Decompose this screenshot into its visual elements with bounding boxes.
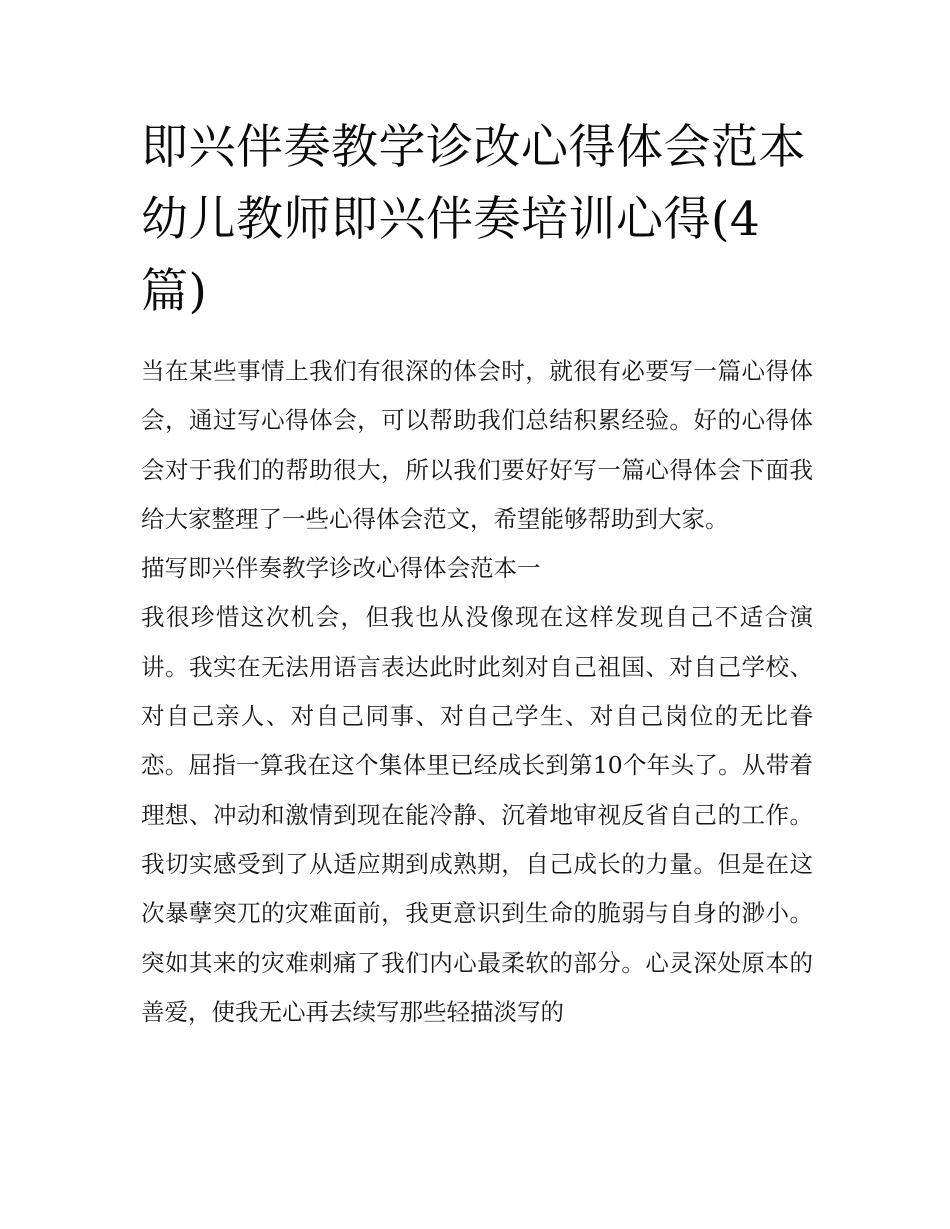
section-heading: 描写即兴伴奏教学诊改心得体会范本一 <box>141 554 541 583</box>
document-content <box>141 112 813 1037</box>
intro-paragraph: 当在某些事情上我们有很深的体会时，就很有必要写一篇心得体会，通过写心得体会，可以帮助我们总结积累经验。好的心得体会对于我们的帮助很大，所以我们要好好写一篇心得体会下面我给大家整理了一些心得体会范文，希望能够帮助到大家。 <box>141 357 813 533</box>
section-body-paragraph: 我很珍惜这次机会，但我也从没像现在这样发现自己不适合演讲。我实在无法用语言表达此时此刻对自己祖国、对自己学校、对自己亲人、对自己同事、对自己学生、对自己岗位的无比眷恋。屈指一算我在这个集体里已经成长到第10个年头了。从带着理想、冲动和激情到现在能冷静、沉着地审视反省自己的工作。我切实感受到了从适应期到成熟期，自己成长的力量。但是在这次暴孽突兀的灾难面前，我更意识到生命的脆弱与自身的渺小。突如其来的灾难刺痛了我们内心最柔软的部分。心灵深处原本的善爱，使我无心再去续写那些轻描淡写的 <box>141 603 813 1026</box>
document-title: 即兴伴奏教学诊改心得体会范本 幼儿教师即兴伴奏培训心得(4篇) <box>141 120 806 319</box>
